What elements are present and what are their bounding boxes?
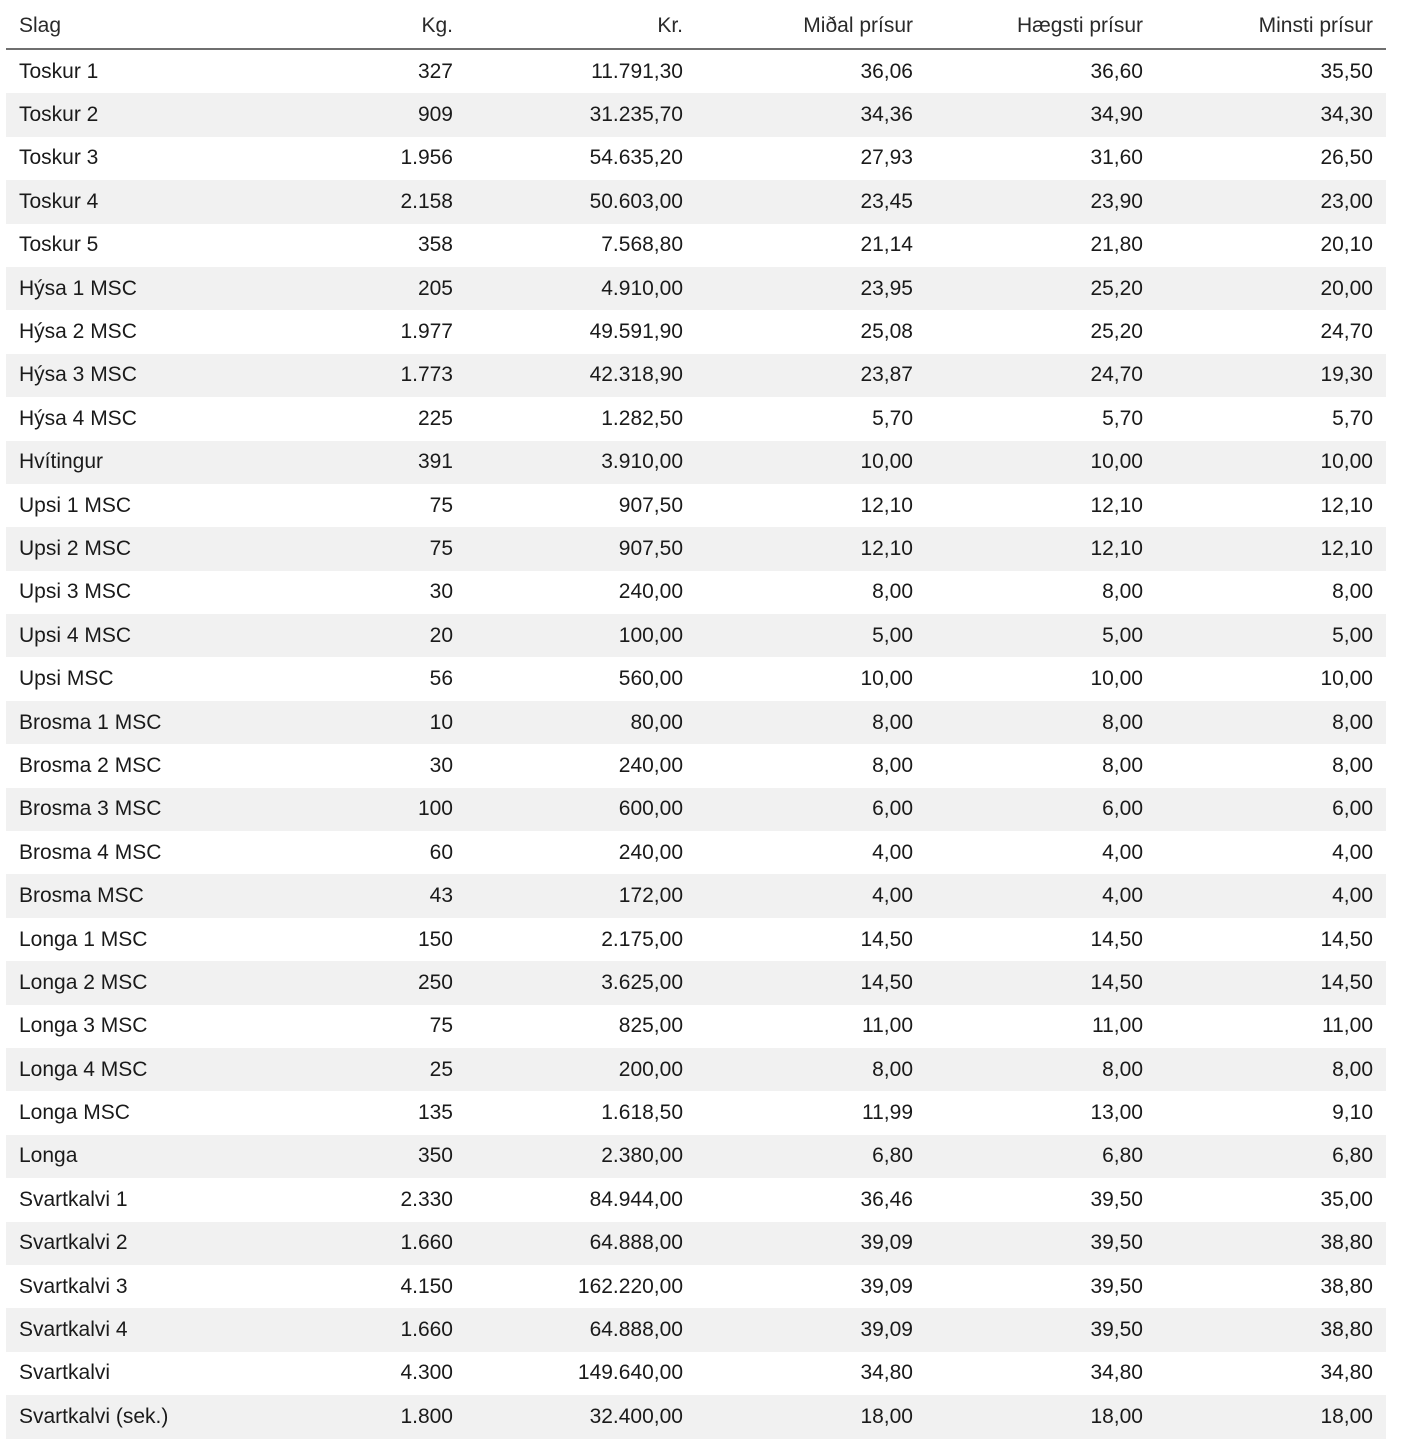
cell-slag: Brosma 3 MSC [6,788,236,831]
cell-average-price: 5,00 [696,614,926,657]
cell-kr: 162.220,00 [577,1274,683,1298]
cell-kg: 43 [236,874,466,917]
cell-kg: 909 [236,93,466,136]
table-row [6,744,1386,787]
table-row [6,1395,1386,1438]
table-row [6,224,1386,267]
cell-average-price: 39,09 [860,1274,913,1298]
cell-slag: Brosma 2 MSC [19,753,162,777]
cell-lowest-price: 8,00 [1332,753,1373,777]
cell-slag: Toskur 4 [6,180,236,223]
cell-average-price: 12,10 [696,527,926,570]
cell-highest-price: 39,50 [1090,1274,1143,1298]
cell-highest-price: 34,90 [926,93,1156,136]
column-header-kr: Kr. [466,4,696,49]
table-row [6,49,1386,93]
cell-kr: 825,00 [618,1014,683,1038]
table-row [6,137,1386,180]
cell-highest-price: 39,50 [926,1222,1156,1265]
cell-lowest-price: 23,00 [1156,180,1386,223]
cell-kg: 225 [417,406,453,430]
cell-slag: Svartkalvi 3 [19,1274,128,1298]
cell-lowest-price: 12,10 [1320,493,1373,517]
column-header-lowest-price: Minsti prísur [1156,4,1386,49]
cell-kg: 1.660 [236,1222,466,1265]
cell-kg: 1.660 [236,1308,466,1351]
cell-average-price: 11,99 [862,1101,913,1125]
cell-lowest-price: 8,00 [1332,580,1373,604]
cell-kr: 560,00 [618,667,683,691]
cell-lowest-price: 38,80 [1156,1308,1386,1351]
cell-highest-price: 5,00 [926,614,1156,657]
cell-kr: 2.380,00 [466,1135,696,1178]
column-header-average-price: Miðal prísur [696,4,926,49]
cell-kg: 350 [236,1135,466,1178]
cell-average-price: 36,06 [860,59,913,83]
cell-kr: 49.591,90 [589,320,683,344]
table-row [6,1352,1386,1395]
cell-average-price: 8,00 [872,580,913,604]
cell-highest-price: 12,10 [926,527,1156,570]
cell-average-price: 5,70 [872,406,913,430]
table-row [6,441,1386,484]
cell-average-price: 23,87 [696,354,926,397]
cell-highest-price: 14,50 [926,961,1156,1004]
cell-slag: Upsi MSC [19,667,114,691]
cell-lowest-price: 8,00 [1156,1048,1386,1091]
cell-slag: Hvítingur [6,441,236,484]
cell-kg: 75 [429,493,453,517]
cell-lowest-price: 35,00 [1320,1187,1373,1211]
table-row [6,484,1386,527]
cell-kg: 1.977 [400,320,453,344]
cell-kr: 7.568,80 [601,233,683,257]
cell-lowest-price: 10,00 [1320,667,1373,691]
cell-kr: 42.318,90 [466,354,696,397]
table-row [6,267,1386,310]
cell-slag: Longa MSC [19,1101,130,1125]
cell-average-price: 8,00 [696,1048,926,1091]
cell-highest-price: 4,00 [1102,840,1143,864]
cell-kg: 2.158 [236,180,466,223]
column-header-slag: Slag [6,4,236,49]
table-row [6,93,1386,136]
cell-kg: 135 [417,1101,453,1125]
cell-slag: Hýsa 3 MSC [6,354,236,397]
cell-kr: 11.791,30 [591,59,683,83]
cell-lowest-price: 24,70 [1320,320,1373,344]
cell-kr: 4.910,00 [466,267,696,310]
cell-lowest-price: 8,00 [1156,701,1386,744]
cell-slag: Toskur 2 [6,93,236,136]
cell-average-price: 34,36 [696,93,926,136]
cell-kr: 240,00 [618,840,683,864]
table-header [6,4,1386,49]
cell-slag: Toskur 3 [19,146,99,170]
cell-lowest-price: 6,00 [1156,788,1386,831]
table-row [6,657,1386,700]
cell-average-price: 21,14 [860,233,913,257]
cell-slag: Svartkalvi 2 [6,1222,236,1265]
cell-kg: 100 [236,788,466,831]
cell-kg: 1.800 [236,1395,466,1438]
table-row [6,1265,1386,1308]
cell-kr: 240,00 [618,580,683,604]
cell-kg: 30 [429,580,453,604]
cell-kr: 172,00 [466,874,696,917]
cell-lowest-price: 4,00 [1156,874,1386,917]
cell-lowest-price: 10,00 [1156,441,1386,484]
cell-lowest-price: 14,50 [1156,961,1386,1004]
cell-kr: 907,50 [466,527,696,570]
cell-average-price: 34,80 [860,1361,913,1385]
column-header-highest-price: Hægsti prísur [926,4,1156,49]
cell-highest-price: 8,00 [926,1048,1156,1091]
cell-kg: 25 [236,1048,466,1091]
cell-lowest-price: 20,00 [1156,267,1386,310]
cell-kr: 64.888,00 [466,1222,696,1265]
cell-slag: Svartkalvi (sek.) [6,1395,236,1438]
cell-average-price: 6,00 [696,788,926,831]
cell-lowest-price: 12,10 [1156,527,1386,570]
cell-lowest-price: 11,00 [1322,1014,1373,1038]
cell-kg: 250 [236,961,466,1004]
table-row [6,701,1386,744]
cell-slag: Brosma MSC [6,874,236,917]
cell-lowest-price: 38,80 [1156,1222,1386,1265]
cell-kr: 64.888,00 [466,1308,696,1351]
cell-highest-price: 24,70 [926,354,1156,397]
cell-slag: Upsi 3 MSC [19,580,132,604]
cell-kr: 1.282,50 [601,406,683,430]
cell-average-price: 10,00 [860,667,913,691]
cell-highest-price: 14,50 [1090,927,1143,951]
cell-kr: 200,00 [466,1048,696,1091]
header-row [6,4,1386,49]
cell-kr: 80,00 [466,701,696,744]
cell-highest-price: 8,00 [926,701,1156,744]
cell-slag: Longa 1 MSC [19,927,148,951]
cell-highest-price: 5,70 [1102,406,1143,430]
cell-kg: 4.300 [400,1361,453,1385]
table-row [6,788,1386,831]
cell-kr: 2.175,00 [601,927,683,951]
cell-slag: Toskur 1 [19,59,99,83]
cell-highest-price: 4,00 [926,874,1156,917]
table-row [6,527,1386,570]
table-row [6,310,1386,353]
cell-kr: 149.640,00 [577,1361,683,1385]
cell-slag: Hýsa 1 MSC [6,267,236,310]
cell-average-price: 8,00 [696,701,926,744]
table-row [6,1048,1386,1091]
cell-average-price: 23,95 [696,267,926,310]
cell-kr: 84.944,00 [589,1187,683,1211]
cell-slag: Longa 4 MSC [6,1048,236,1091]
cell-highest-price: 23,90 [926,180,1156,223]
cell-highest-price: 11,00 [1092,1014,1143,1038]
cell-lowest-price: 5,70 [1332,406,1373,430]
cell-highest-price: 8,00 [1102,580,1143,604]
cell-lowest-price: 34,80 [1320,1361,1373,1385]
cell-lowest-price: 4,00 [1332,840,1373,864]
cell-kg: 327 [417,59,453,83]
cell-kr: 32.400,00 [466,1395,696,1438]
cell-average-price: 25,08 [860,320,913,344]
cell-highest-price: 10,00 [926,441,1156,484]
cell-slag: Svartkalvi 1 [19,1187,128,1211]
cell-kg: 2.330 [400,1187,453,1211]
cell-average-price: 14,50 [696,961,926,1004]
table-row [6,1135,1386,1178]
cell-highest-price: 34,80 [1090,1361,1143,1385]
table-row [6,571,1386,614]
table-row [6,1091,1386,1134]
cell-kg: 56 [429,667,453,691]
cell-lowest-price: 18,00 [1156,1395,1386,1438]
cell-kg: 1.956 [400,146,453,170]
cell-slag: Brosma 4 MSC [19,840,162,864]
cell-slag: Hýsa 4 MSC [19,406,137,430]
cell-highest-price: 6,80 [926,1135,1156,1178]
cell-kg: 75 [236,527,466,570]
cell-highest-price: 13,00 [1090,1101,1143,1125]
cell-kr: 1.618,50 [601,1101,683,1125]
table-row [6,180,1386,223]
cell-slag: Svartkalvi 4 [6,1308,236,1351]
table-row [6,1308,1386,1351]
cell-average-price: 10,00 [696,441,926,484]
cell-kg: 1.773 [236,354,466,397]
cell-highest-price: 6,00 [926,788,1156,831]
cell-slag: Longa 3 MSC [19,1014,148,1038]
cell-highest-price: 21,80 [1090,233,1143,257]
fish-price-table [6,4,1386,1439]
cell-average-price: 23,45 [696,180,926,223]
table-row [6,1222,1386,1265]
cell-kr: 54.635,20 [589,146,683,170]
cell-average-price: 27,93 [860,146,913,170]
cell-average-price: 36,46 [860,1187,913,1211]
cell-kg: 10 [236,701,466,744]
cell-kg: 75 [429,1014,453,1038]
cell-average-price: 8,00 [872,753,913,777]
cell-average-price: 39,09 [696,1308,926,1351]
cell-lowest-price: 9,10 [1332,1101,1373,1125]
cell-kg: 205 [236,267,466,310]
cell-kg: 60 [429,840,453,864]
cell-average-price: 39,09 [696,1222,926,1265]
cell-slag: Upsi 2 MSC [6,527,236,570]
cell-kg: 391 [236,441,466,484]
table-row [6,614,1386,657]
cell-average-price: 6,80 [696,1135,926,1178]
cell-kg: 4.150 [400,1274,453,1298]
cell-kr: 907,50 [618,493,683,517]
cell-lowest-price: 14,50 [1320,927,1373,951]
cell-highest-price: 12,10 [1090,493,1143,517]
table-row [6,1178,1386,1221]
table-body [6,49,1386,1439]
cell-average-price: 11,00 [862,1014,913,1038]
cell-slag: Brosma 1 MSC [6,701,236,744]
cell-kr: 50.603,00 [466,180,696,223]
cell-slag: Hýsa 2 MSC [19,320,137,344]
cell-kg: 150 [417,927,453,951]
cell-average-price: 14,50 [860,927,913,951]
cell-kg: 20 [236,614,466,657]
table-row [6,918,1386,961]
cell-slag: Longa 2 MSC [6,961,236,1004]
table-row [6,831,1386,874]
cell-lowest-price: 34,30 [1156,93,1386,136]
cell-average-price: 12,10 [860,493,913,517]
column-header-kg: Kg. [236,4,466,49]
table-row [6,874,1386,917]
cell-kr: 240,00 [618,753,683,777]
table-row [6,354,1386,397]
cell-kr: 3.910,00 [466,441,696,484]
cell-kg: 30 [429,753,453,777]
cell-lowest-price: 38,80 [1320,1274,1373,1298]
cell-highest-price: 36,60 [1090,59,1143,83]
cell-average-price: 4,00 [696,874,926,917]
cell-average-price: 18,00 [696,1395,926,1438]
cell-slag: Longa [6,1135,236,1178]
cell-slag: Upsi 4 MSC [6,614,236,657]
cell-lowest-price: 19,30 [1156,354,1386,397]
cell-average-price: 4,00 [872,840,913,864]
cell-slag: Svartkalvi [19,1361,111,1385]
cell-slag: Upsi 1 MSC [19,493,132,517]
cell-kg: 358 [417,233,453,257]
cell-slag: Toskur 5 [19,233,99,257]
cell-kr: 600,00 [466,788,696,831]
table-row [6,961,1386,1004]
cell-kr: 31.235,70 [466,93,696,136]
cell-highest-price: 31,60 [1090,146,1143,170]
cell-highest-price: 39,50 [926,1308,1156,1351]
cell-highest-price: 25,20 [926,267,1156,310]
cell-kr: 100,00 [466,614,696,657]
cell-lowest-price: 5,00 [1156,614,1386,657]
cell-kr: 3.625,00 [466,961,696,1004]
cell-lowest-price: 35,50 [1320,59,1373,83]
cell-lowest-price: 6,80 [1156,1135,1386,1178]
price-table-container [6,4,1386,1439]
table-row [6,397,1386,440]
cell-highest-price: 18,00 [926,1395,1156,1438]
cell-highest-price: 10,00 [1090,667,1143,691]
cell-highest-price: 25,20 [1090,320,1143,344]
cell-lowest-price: 26,50 [1320,146,1373,170]
cell-lowest-price: 20,10 [1320,233,1373,257]
table-row [6,1005,1386,1048]
cell-highest-price: 39,50 [1090,1187,1143,1211]
cell-highest-price: 8,00 [1102,753,1143,777]
